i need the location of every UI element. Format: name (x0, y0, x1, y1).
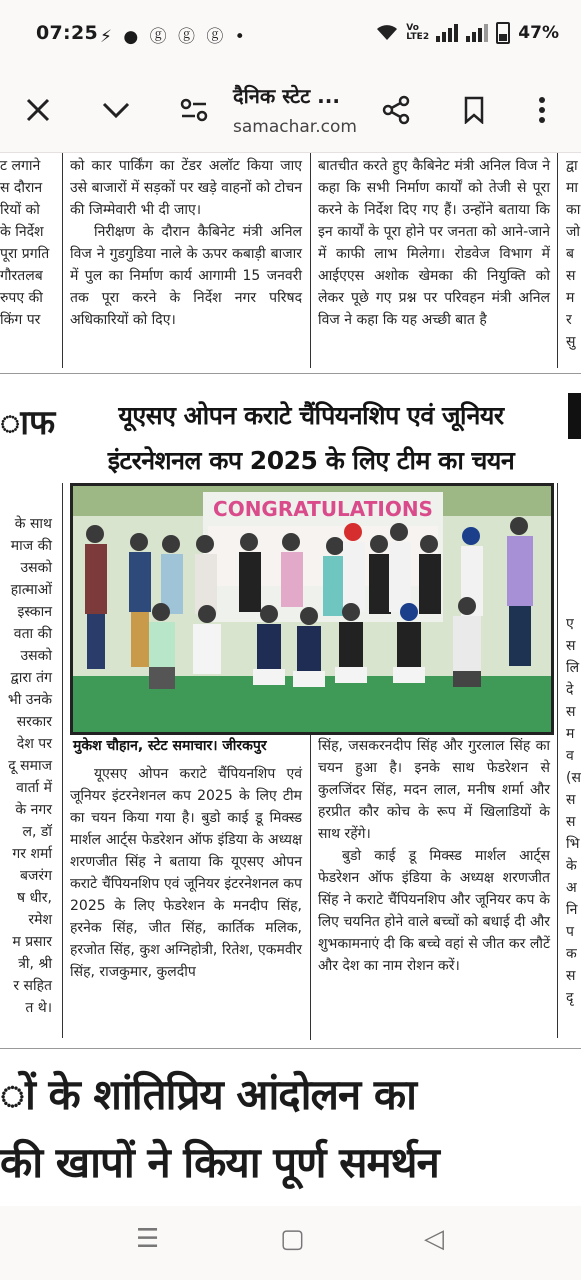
more-options-icon[interactable] (518, 86, 566, 134)
left-edge-line: माज की (10, 538, 52, 554)
left-edge-line: वता की (13, 626, 52, 642)
battery-icon (496, 22, 510, 44)
bottom-headline-line-2: की खापों ने किया पूर्ण समर्थन (0, 1138, 439, 1187)
bookmark-icon[interactable] (450, 86, 498, 134)
right-edge-line: (स (566, 770, 581, 786)
left-edge-line: गौरतलब (0, 268, 43, 284)
article-column-1-top (70, 155, 302, 331)
left-edge-line: भी उनके (7, 692, 52, 708)
right-edge-line: दे (566, 682, 574, 698)
paragraph: बुडो काई डू मिक्स्ड मार्शल आर्ट्स फेडरेशन ऑफ इंडिया के अध्यक्ष शरणजीत सिंह ने कराटे चैंपियनशिप और जूनियर कप के लिए चयनित होने वाले बच्चों को बधाई दी और शुभकामनाएं दी कि बच्चे वहां से जीत कर लौटें और देश का नाम रोशन करें। (318, 848, 550, 974)
left-edge-line: सरकार (16, 714, 52, 730)
chevron-down-icon[interactable] (92, 86, 140, 134)
right-edge-line: स (566, 814, 576, 830)
left-edge-line: द्वारा तंग (10, 670, 52, 686)
page-url: samachar.com (233, 117, 357, 137)
left-edge-line: ल, डॉ (22, 824, 52, 840)
left-edge-line: के नगर (15, 802, 52, 818)
column-rule (62, 483, 63, 1038)
page-settings-icon[interactable] (170, 86, 218, 134)
side-headline-right (568, 393, 581, 439)
recents-icon[interactable]: ☰ (136, 1224, 160, 1254)
article-column-2-top (318, 155, 550, 331)
bottom-headline-line-1: ों के शांतिप्रिय आंदोलन का (0, 1070, 416, 1119)
paragraph: को कार पार्किंग का टेंडर अलॉट किया जाए उसे बाजारों में सड़कों पर खड़े वाहनों को टोचन की जिम्मेवारी भी दी जाए। (70, 158, 303, 218)
team-photo-image (73, 486, 551, 732)
left-edge-line: गर शर्मा (12, 846, 52, 862)
page-title-block[interactable] (233, 82, 373, 137)
back-icon[interactable]: ◁ (424, 1224, 444, 1254)
article-headline: यूएसए ओपन कराटे चैंपियनशिप एवं जूनियर इंटरनेशनल कप 2025 के लिए टीम का चयन (107, 401, 515, 475)
right-edge-line: म (566, 726, 575, 742)
right-edge-line: ए (566, 616, 574, 632)
signal-1-icon (436, 24, 458, 42)
right-edge-line: स (566, 968, 576, 984)
column-rule (557, 483, 558, 1038)
column-rule (310, 735, 311, 1040)
right-edge-line: का (566, 202, 581, 218)
left-edge-line: ष धीर, (17, 890, 52, 906)
photo-banner-text: CONGRATULATIONS (213, 497, 433, 521)
right-edge-line: नि (566, 902, 578, 918)
side-headline-left: ाफ (0, 403, 56, 443)
left-edge-line: त्री, श्री (18, 956, 52, 972)
left-edge-line: दू समाज (8, 758, 52, 774)
left-edge-line: ट लगाने (0, 158, 41, 174)
right-edge-column-top (566, 155, 581, 353)
right-edge-line: दृ (566, 990, 574, 1006)
right-edge-line: स (566, 704, 576, 720)
right-edge-line: मा (566, 180, 578, 196)
left-edge-line: बजरंग (20, 868, 52, 884)
team-photo (70, 483, 554, 735)
right-edge-line: अ (566, 880, 577, 896)
home-icon[interactable]: ▢ (280, 1224, 305, 1254)
share-icon[interactable] (372, 86, 420, 134)
right-edge-line: के (566, 858, 577, 874)
left-edge-line: देश पर (16, 736, 52, 752)
left-edge-line: के निर्देश (0, 224, 44, 240)
status-bar (0, 0, 581, 70)
right-edge-line: म (566, 290, 575, 306)
right-edge-line: क (566, 946, 577, 962)
left-edge-column-mid (0, 513, 52, 1019)
page-title: दैनिक स्टेट ... (233, 84, 340, 108)
newspaper-page[interactable] (0, 153, 581, 1205)
left-edge-line: उसको (20, 648, 52, 664)
left-edge-line: र सहित (13, 978, 52, 994)
right-edge-line: भि (566, 836, 580, 852)
left-edge-line: किंग पर (0, 312, 41, 328)
left-edge-line: उसको (20, 560, 52, 576)
browser-toolbar (0, 70, 581, 153)
right-edge-line: व (566, 748, 574, 764)
close-icon[interactable] (14, 86, 62, 134)
article-byline: मुकेश चौहान, स्टेट समाचार। जीरकपुर (73, 738, 267, 754)
left-edge-line: रियों को (0, 202, 40, 218)
left-edge-line: रुपए की (0, 290, 43, 306)
column-rule (557, 153, 558, 368)
left-edge-line: स दौरान (0, 180, 43, 196)
left-edge-line: इस्कान (17, 604, 52, 620)
left-edge-line: म प्रसार (12, 934, 52, 950)
right-edge-line: स (566, 268, 576, 284)
article-column-2-body (318, 735, 550, 977)
paragraph: यूएसए ओपन कराटे चैंपियनशिप एवं जूनियर इंटरनेशनल कप 2025 के लिए टीम का चयन किया गया है। बुडो काई डू मिक्स्ड मार्शल आर्ट्स फेडरेशन ऑफ इंडिया के अध्यक्ष शरणजीत सिंह ने बताया कि यूएसए ओपन कराटे चैंपियनशिप एवं जूनियर इंटरनेशनल कप 2025 के लिए फेडरेशन के मनदीप सिंह, हरनेक सिंह, जीत सिंह, कार्तिक मलिक, हरजोत सिंह, कुश अग्निहोत्री, रितेश, एकमवीर सिंह, राजकुमार, कुलदीप (70, 766, 302, 980)
volte-icon: Vo LTE2 (406, 23, 430, 42)
column-rule (62, 153, 63, 368)
section-divider (0, 1048, 581, 1049)
system-nav-bar (0, 1206, 581, 1280)
wifi-icon (376, 24, 398, 42)
left-edge-column-top (0, 155, 58, 331)
left-edge-line: त थे। (25, 1000, 52, 1016)
status-time: 07:25 (36, 22, 98, 44)
notification-icons: ⚡ ● ⓖ ⓖ ⓖ • (100, 27, 248, 47)
column-rule (310, 153, 311, 368)
paragraph: बातचीत करते हुए कैबिनेट मंत्री अनिल विज ने कहा कि सभी निर्माण कार्यों को तेजी से पूरा करने के निर्देश दिए गए हैं। उन्होंने बताया कि इन कार्यों के पूरा होने पर जनता को आने-जाने में काफी लाभ मिलेगा। रोडवेज विभाग में आईएएस अशोक खेमका की नियुक्ति को लेकर पूछे गए प्रश्न पर परिवहन मंत्री अनिल विज ने कहा कि यह अच्छी बात है (318, 158, 550, 328)
right-edge-column-mid (566, 613, 581, 1009)
left-edge-line: वार्ता में (16, 780, 52, 796)
right-edge-line: ब (566, 246, 574, 262)
right-edge-line: स (566, 792, 576, 808)
left-edge-line: रमेश (28, 912, 52, 928)
section-divider (0, 373, 581, 374)
right-edge-line: लि (566, 660, 580, 676)
right-edge-line: द्वा (566, 158, 578, 174)
right-edge-line: र (566, 312, 572, 328)
paragraph: सिंह, जसकरनदीप सिंह और गुरलाल सिंह का चयन हुआ है। इनके साथ फेडरेशन से कुलजिंदर सिंह, मदन लाल, मनीष शर्मा और हरप्रीत कौर कोच के रूप में खिलाडियों के साथ रहेंगे। (318, 738, 550, 842)
right-edge-line: जो (566, 224, 581, 240)
article-column-1-body (70, 763, 302, 983)
signal-2-icon (466, 24, 488, 42)
status-right (376, 22, 559, 44)
right-edge-line: प (566, 924, 574, 940)
paragraph: निरीक्षण के दौरान कैबिनेट मंत्री अनिल विज ने गुडगुडिया नाले के ऊपर कबाड़ी बाजार में पुल का निर्माण कार्य आगामी 15 जनवरी तक पूरा करने के निर्देश नगर परिषद अधिकारियों को दिए। (70, 224, 302, 328)
left-edge-line: पूरा प्रगति (0, 246, 50, 262)
right-edge-line: सु (566, 334, 576, 350)
left-edge-line: हात्माओं (10, 582, 52, 598)
left-edge-line: के साथ (14, 516, 52, 532)
battery-percent: 47% (518, 23, 559, 43)
right-edge-line: स (566, 638, 576, 654)
